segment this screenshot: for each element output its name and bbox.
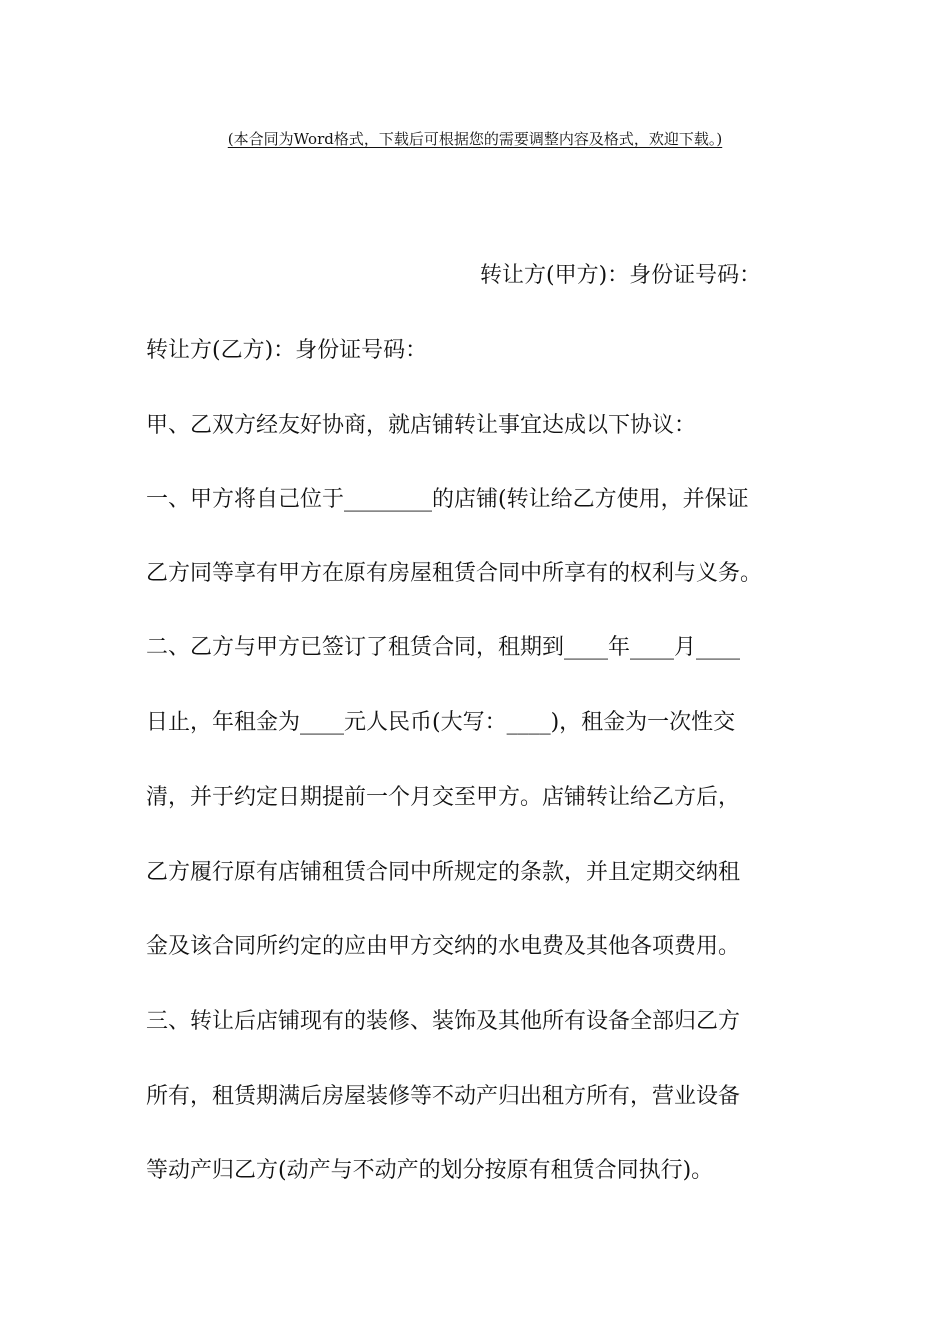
body-line: 甲、乙双方经友好协商，就店铺转让事宜达成以下协议： (146, 413, 697, 438)
party-a-line: 转让方(甲方)：身份证号码： (480, 263, 762, 288)
body-line: 日止，年租金为____元人民币(大写：____)，租金为一次性交 (146, 710, 736, 735)
body-line: 等动产归乙方(动产与不动产的划分按原有租赁合同执行)。 (146, 1158, 714, 1183)
body-line: 乙方同等享有甲方在原有房屋租赁合同中所享有的权利与义务。 (146, 561, 763, 586)
download-note-text: (本合同为Word格式，下载后可根据您的需要调整内容及格式，欢迎下载。) (227, 130, 723, 148)
body-line: 二、乙方与甲方已签订了租赁合同，租期到____年____月____ (146, 635, 741, 660)
body-line: 转让方(乙方)：身份证号码： (146, 338, 428, 363)
body-line: 清，并于约定日期提前一个月交至甲方。店铺转让给乙方后， (146, 785, 741, 810)
body-line: 三、转让后店铺现有的装修、装饰及其他所有设备全部归乙方 (146, 1009, 741, 1034)
body-line: 金及该合同所约定的应由甲方交纳的水电费及其他各项费用。 (146, 934, 741, 959)
body-line: 所有，租赁期满后房屋装修等不动产归出租方所有，营业设备 (146, 1084, 741, 1109)
download-note (0, 127, 950, 151)
body-line: 乙方履行原有店铺租赁合同中所规定的条款，并且定期交纳租 (146, 860, 741, 885)
body-line: 一、甲方将自己位于________的店铺(转让给乙方使用，并保证 (146, 487, 749, 512)
